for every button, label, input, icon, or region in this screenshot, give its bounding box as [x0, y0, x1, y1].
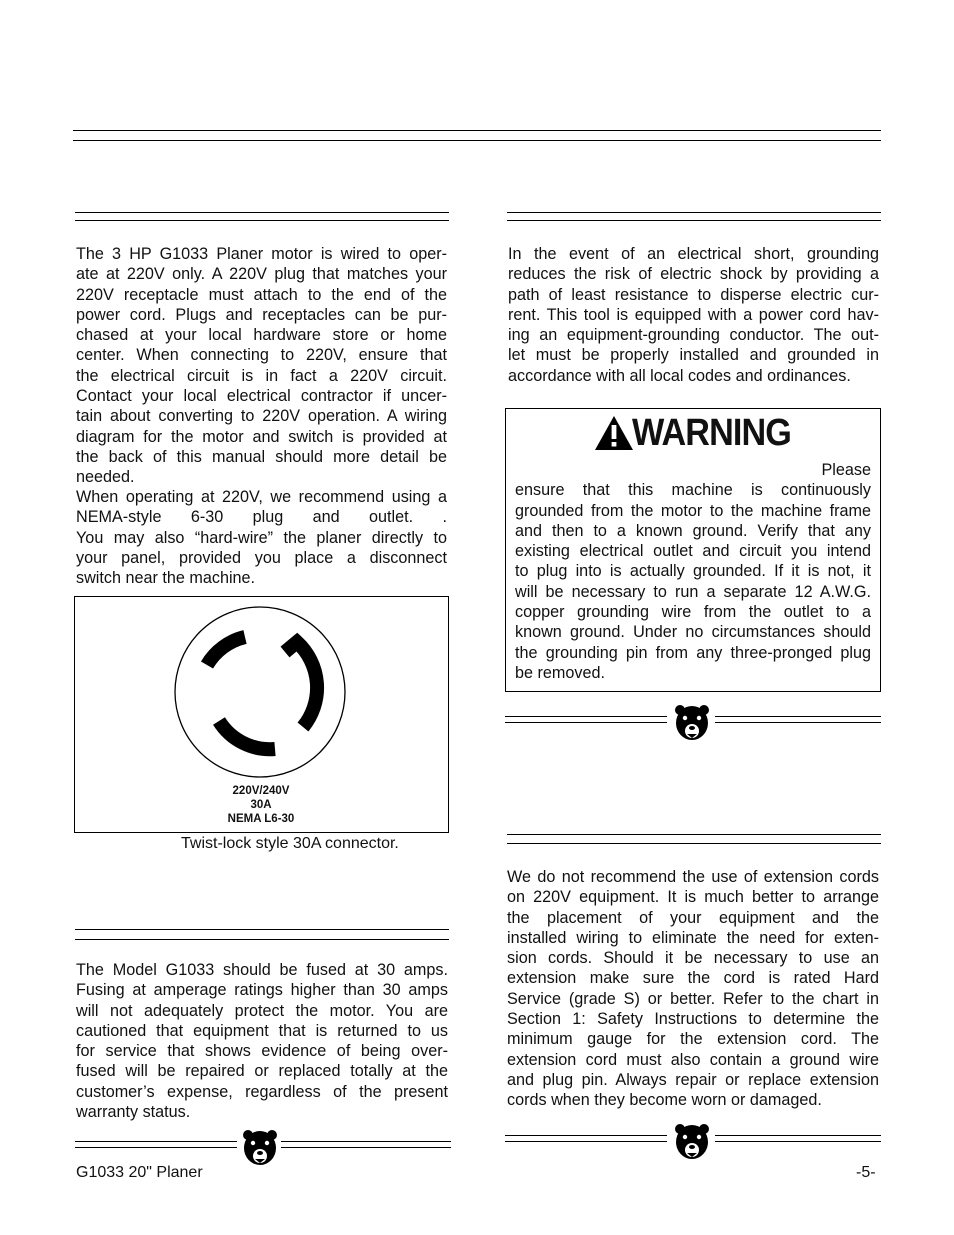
- figure-caption: Twist-lock style 30A connector.: [181, 835, 399, 852]
- text-line: When operating at 220V, we recommend using a: [76, 488, 447, 506]
- text-line: We do not recommend the use of extension cords: [507, 868, 879, 886]
- text-line: fused will be repaired or replaced totally at the: [76, 1062, 448, 1081]
- right-paragraph-2: [507, 867, 879, 1111]
- section-rule-right-top: [507, 212, 881, 221]
- text-line: Fusing at amperage ratings higher than 30 amps: [76, 981, 448, 1000]
- text-line: existing electrical outlet and circuit you intend: [515, 542, 871, 561]
- text-line: the placement of your equipment and the: [507, 908, 879, 927]
- text-line: extension cord must also contain a ground wire: [507, 1050, 879, 1069]
- text-line: for service that shows evidence of being over-: [76, 1042, 448, 1061]
- text-line: the electrical circuit is in fact a 220V circuit.: [76, 366, 447, 385]
- text-line: In the event of an electrical short, grounding: [508, 245, 879, 263]
- left-paragraph-3: [76, 960, 448, 1122]
- section-rule-right-mid: [507, 834, 881, 844]
- text-line: sion cords. Should it be necessary to use an: [507, 949, 879, 968]
- text-line: The Model G1033 should be fused at 30 amps.: [76, 961, 448, 979]
- text-line: grounded from the motor to the machine frame: [515, 501, 871, 520]
- text-line: ing an equipment-grounding conductor. The out-: [508, 326, 879, 345]
- text-line: will be necessary to run a separate 12 A.W.G.: [515, 582, 871, 601]
- text-line: be removed.: [515, 663, 605, 682]
- text-line: installed wiring to eliminate the need for exten-: [507, 928, 879, 947]
- text-line: your panel, provided you place a disconnect: [76, 548, 447, 567]
- text-line: accordance with all local codes and ordinances.: [508, 366, 851, 385]
- text-line: known ground. Under no circumstances should: [515, 623, 871, 642]
- text-line: minimum gauge for the extension cord. The: [507, 1030, 879, 1049]
- text-line: needed.: [76, 468, 135, 487]
- text-line: center. When connecting to 220V, ensure that: [76, 346, 447, 365]
- bear-logo-icon: [241, 1128, 279, 1168]
- text-line: power cord. Plugs and receptacles can be pur-: [76, 305, 447, 324]
- text-line: the grounding pin from any three-pronged plug: [515, 643, 871, 662]
- footer-model-label: G1033 20" Planer: [76, 1164, 203, 1181]
- text-line: Service (grade S) or better. Refer to the chart in: [507, 989, 879, 1008]
- text-line: and plug pin. Always repair or replace extension: [507, 1070, 879, 1089]
- text-line: and then to a known ground. Verify that any: [515, 521, 871, 540]
- text-line: rent. This tool is equipped with a power cord hav-: [508, 305, 879, 324]
- text-line: Please: [821, 461, 871, 479]
- text-line: path of least resistance to disperse electric cur-: [508, 285, 879, 304]
- text-line: The 3 HP G1033 Planer motor is wired to oper-: [76, 245, 447, 263]
- section-rule-left-mid: [75, 929, 449, 940]
- text-line: cords when they become worn or damaged.: [507, 1091, 822, 1110]
- text-line: warranty status.: [76, 1103, 191, 1122]
- warning-triangle-icon: [594, 415, 634, 451]
- text-line: ate at 220V only. A 220V plug that matches your: [76, 265, 447, 284]
- left-paragraph-1: [76, 244, 447, 488]
- text-line: ensure that this machine is continuously: [515, 481, 871, 500]
- text-line: the back of this manual should more detail be: [76, 447, 447, 466]
- text-line: on 220V equipment. It is much better to arrange: [507, 888, 879, 907]
- text-line: reduces the risk of electric shock by providing a: [508, 265, 879, 284]
- bear-logo-icon: [673, 703, 711, 743]
- text-line: to plug into is actually grounded. If it is not, it: [515, 562, 871, 581]
- bear-divider-right-1: [505, 703, 881, 743]
- warning-text: [515, 460, 871, 683]
- section-rule-left-top: [75, 212, 449, 221]
- connector-rating-label: 220V/240V 30A NEMA L6-30: [227, 785, 295, 825]
- warning-title: WARNING: [632, 412, 791, 454]
- bear-logo-icon: [673, 1122, 711, 1162]
- bear-divider-left: [75, 1128, 451, 1168]
- text-line: will not adequately protect the motor. You are: [76, 1001, 448, 1020]
- right-paragraph-1: [508, 244, 879, 386]
- text-line: diagram for the motor and switch is provided at: [76, 427, 447, 446]
- text-line: Section 1: Safety Instructions to determine the: [507, 1010, 879, 1029]
- connector-figure: [74, 596, 449, 833]
- text-line: cautioned that equipment that is returned to us: [76, 1021, 448, 1040]
- text-line: tain about converting to 220V operation. A wiring: [76, 407, 447, 426]
- text-line: let must be properly installed and grounded in: [508, 346, 879, 365]
- text-line: extension make sure the cord is rated Hard: [507, 969, 879, 988]
- text-line: copper grounding wire from the outlet to a: [515, 603, 871, 622]
- text-line: chased at your local hardware store or home: [76, 326, 447, 345]
- header-rule: [73, 130, 881, 141]
- left-paragraph-2: [76, 487, 447, 588]
- text-line: Contact your local electrical contractor if uncer-: [76, 387, 447, 406]
- text-line: customer’s expense, regardless of the present: [76, 1082, 448, 1101]
- text-line: 220V receptacle must attach to the end of the: [76, 285, 447, 304]
- text-line: You may also “hard-wire” the planer directly to: [76, 528, 447, 547]
- warning-box: [505, 408, 881, 692]
- text-line: switch near the machine.: [76, 569, 256, 588]
- footer-page-number: -5-: [856, 1164, 876, 1181]
- bear-divider-right-2: [505, 1122, 881, 1162]
- text-line: NEMA-style 6-30 plug and outlet. .: [76, 508, 447, 527]
